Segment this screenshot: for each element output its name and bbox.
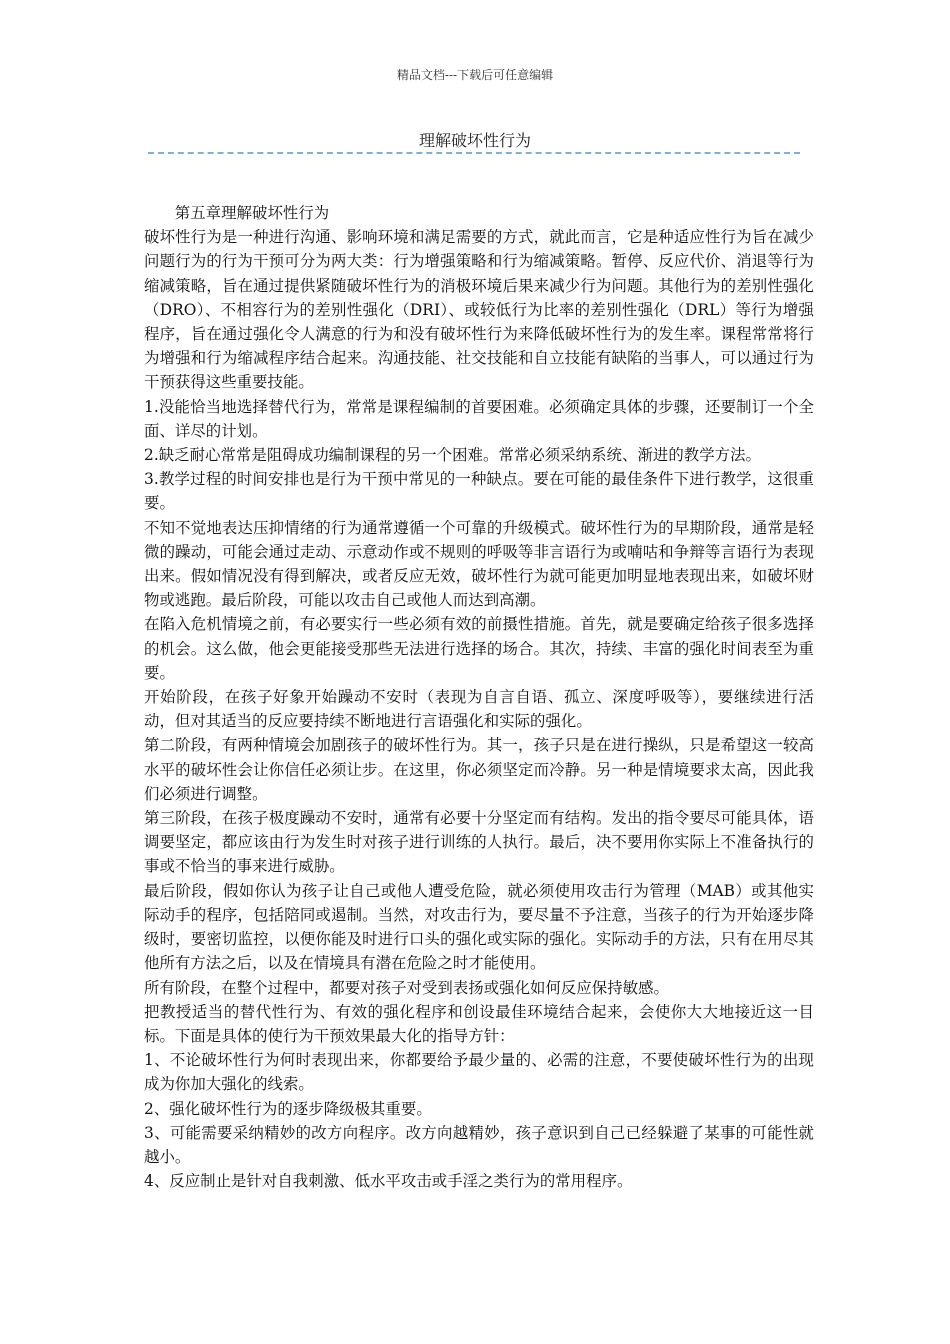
- paragraph-difficulty-2: 2.缺乏耐心常常是阻碍成功编制课程的另一个困难。常常必须采纳系统、渐进的教学方法。: [144, 446, 761, 465]
- guideline-item-1: 1、不论破坏性行为何时表现出来，你都要给予最少量的、必需的注意，不要使破坏性行为的出现成为你加大强化的线索。: [144, 1051, 814, 1094]
- paragraph-difficulty-3: 3.教学过程的时间安排也是行为干预中常见的一种缺点。要在可能的最佳条件下进行教学，这很重要。: [144, 470, 814, 513]
- paragraph-final-stage: 最后阶段，假如你认为孩子让自己或他人遭受危险，就必须使用攻击行为管理（MAB）或其他实际动手的程序，包括陪同或遏制。当然，对攻击行为，要尽量不予注意，当孩子的行为开始逐步降级时，要密切监控，以便你能及时进行口头的强化或实际的强化。实际动手的方法，只有在用尽其他所有方法之后，以及在情境具有潜在危险之时才能使用。: [144, 881, 814, 973]
- paragraph-intro: 破坏性行为是一种进行沟通、影响环境和满足需要的方式，就此而言，它是种适应性行为旨在减少问题行为的行为干预可分为两大类：行为增强策略和行为缩减策略。暂停、反应代价、消退等行为缩减策略，旨在通过提供紧随破坏性行为的消极环境后果来减少行为问题。其他行为的差别性强化（DRO）、不相容行为的差别性强化（DRI）、或较低行为比率的差别性强化（DRL）等行为增强程序，旨在通过强化令人满意的行为和没有破坏性行为来降低破坏性行为的发生率。课程常常将行为增强和行为缩减程序结合起来。沟通技能、社交技能和自立技能有缺陷的当事人，可以通过行为干预获得这些重要技能。: [144, 228, 814, 392]
- guideline-item-3: 3、可能需要采纳精妙的改方向程序。改方向越精妙，孩子意识到自己已经躲避了某事的可能性就越小。: [144, 1123, 814, 1166]
- paragraph-stage-1: 开始阶段，在孩子好象开始躁动不安时（表现为自言自语、孤立、深度呼吸等），要继续进行活动，但对其适当的反应要持续不断地进行言语强化和实际的强化。: [144, 688, 814, 731]
- paragraph-escalation: 不知不觉地表达压抑情绪的行为通常遵循一个可靠的升级模式。破坏性行为的早期阶段，通常是轻微的躁动，可能会通过走动、示意动作或不规则的呼吸等非言语行为或喃咕和争辩等言语行为表现出来。假如情况没有得到解决，或者反应无效，破坏性行为就可能更加明显地表现出来，如破坏财物或逃跑。最后阶段，可能以攻击自己或他人而达到高潮。: [144, 518, 814, 610]
- document-title: 理解破坏性行为: [418, 131, 531, 150]
- title-dashed-rule: [148, 152, 800, 154]
- guideline-item-2: 2、强化破坏性行为的逐步降级极其重要。: [144, 1099, 432, 1118]
- paragraph-stage-2: 第二阶段，有两种情境会加剧孩子的破坏性行为。其一，孩子只是在进行操纵，只是希望这一较高水平的破坏性会让你信任必须让步。在这里，你必须坚定而冷静。另一种是情境要求太高，因此我们必须进行调整。: [144, 736, 814, 803]
- paragraph-all-stages: 所有阶段，在整个过程中，都要对孩子对受到表扬或强化如何反应保持敏感。: [144, 978, 669, 997]
- paragraph-guidelines-intro: 把教授适当的替代性行为、有效的强化程序和创设最佳环境结合起来，会使你大大地接近这一目标。下面是具体的使行为干预效果最大化的指导方针：: [144, 1002, 814, 1045]
- paragraph-difficulty-1: 1.没能恰当地选择替代行为，常常是课程编制的首要困难。必须确定具体的步骤，还要制订一个全面、详尽的计划。: [144, 397, 814, 440]
- guideline-item-4: 4、反应制止是针对自我刺激、低水平攻击或手淫之类行为的常用程序。: [144, 1172, 633, 1191]
- document-body: [144, 201, 814, 1193]
- paragraph-stage-3: 第三阶段，在孩子极度躁动不安时，通常有必要十分坚定而有结构。发出的指令要尽可能具体，语调要坚定，都应该由行为发生时对孩子进行训练的人执行。最后，决不要用你实际上不准备执行的事或不恰当的事来进行威胁。: [144, 809, 814, 876]
- chapter-heading: 第五章理解破坏性行为: [174, 204, 330, 222]
- header-note: 精品文档---下载后可任意编辑: [396, 68, 554, 82]
- paragraph-proactive: 在陷入危机情境之前，有必要实行一些必须有效的前摄性措施。首先，就是要确定给孩子很多选择的机会。这么做，他会更能接受那些无法进行选择的场合。其次，持续、丰富的强化时间表至为重要。: [144, 615, 814, 682]
